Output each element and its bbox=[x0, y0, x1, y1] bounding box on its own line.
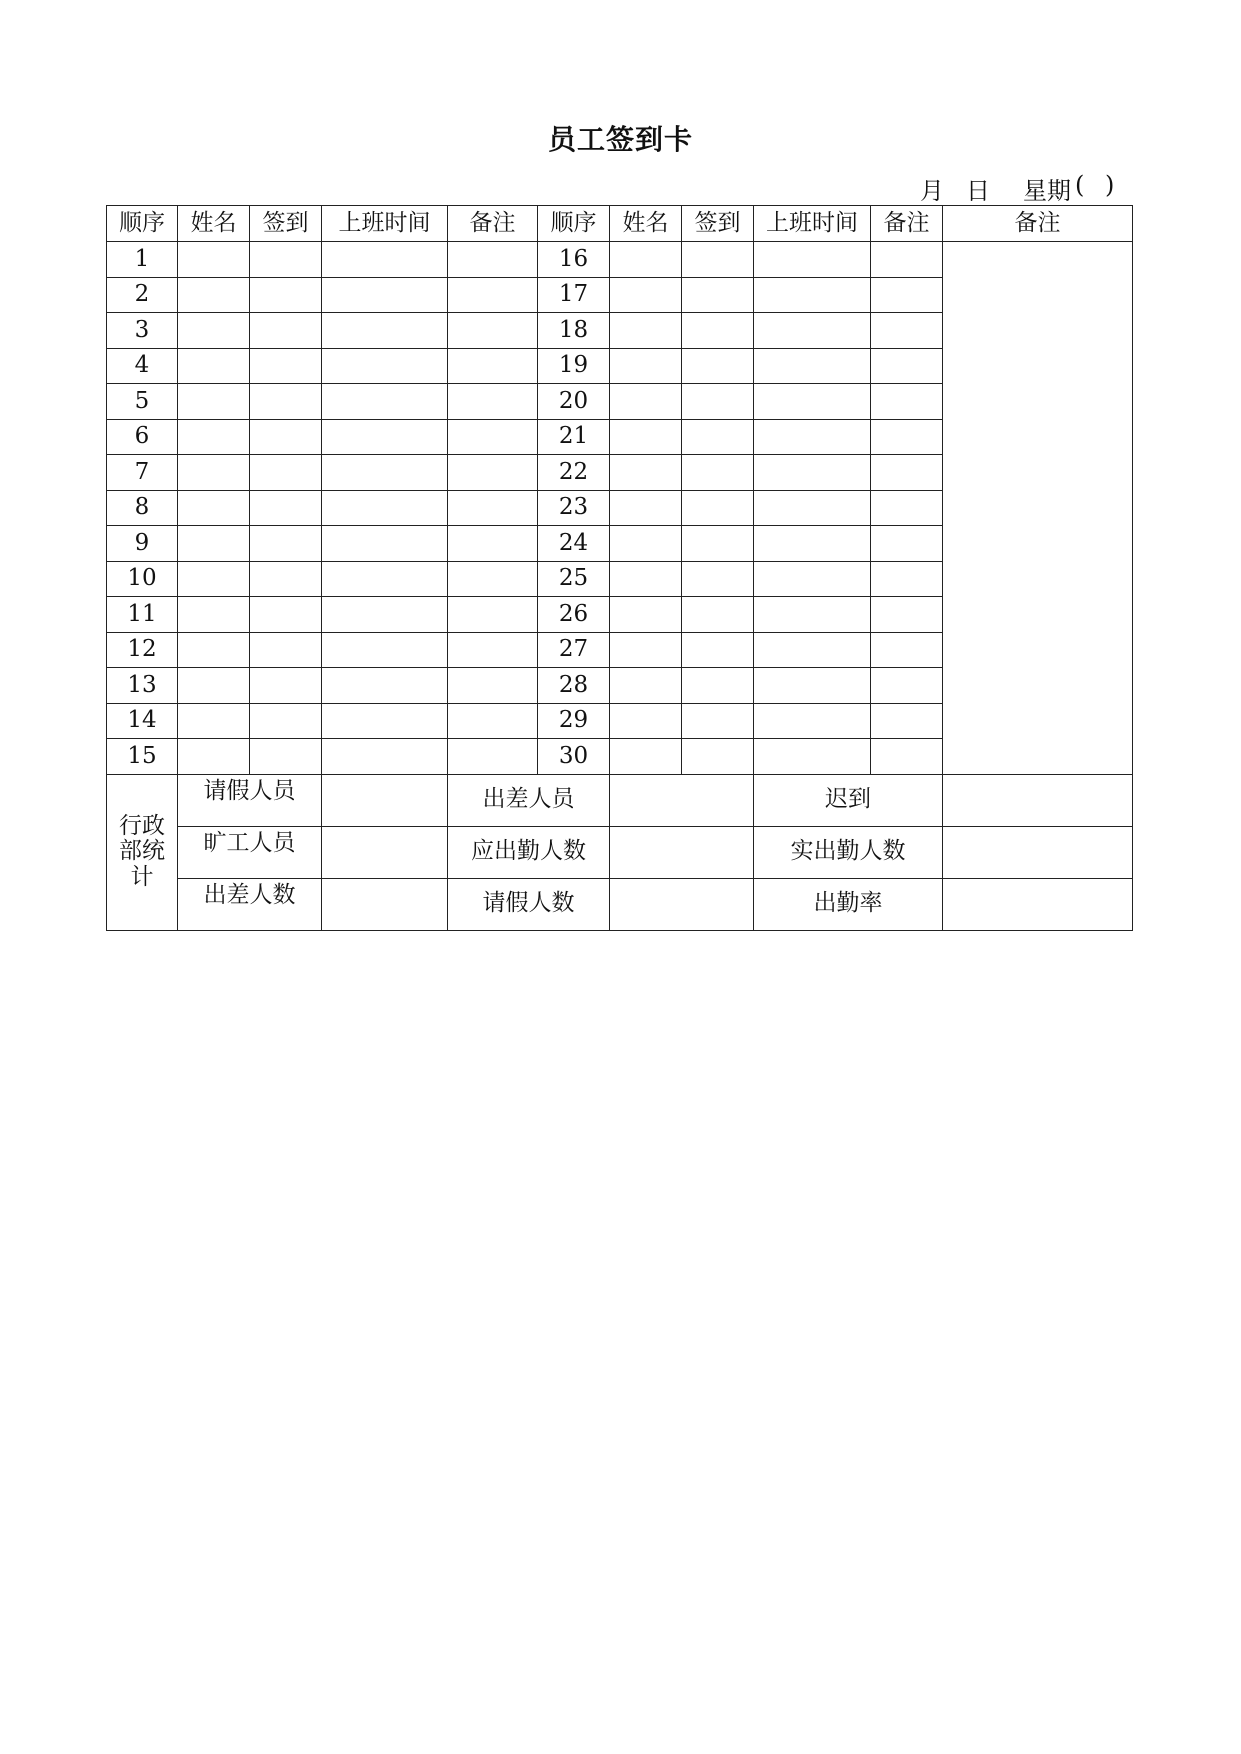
remark-cell[interactable] bbox=[871, 526, 943, 562]
name-cell[interactable] bbox=[178, 384, 250, 420]
admin-stats-label-line: 行政 bbox=[119, 813, 165, 840]
header-cell: 上班时间 bbox=[322, 206, 448, 242]
signin-cell[interactable] bbox=[682, 632, 754, 668]
name-cell[interactable] bbox=[610, 597, 682, 633]
name-cell[interactable] bbox=[610, 739, 682, 775]
row-number-left: 1 bbox=[107, 242, 178, 278]
name-cell[interactable] bbox=[178, 277, 250, 313]
work-time-cell[interactable] bbox=[754, 242, 871, 278]
remark-cell[interactable] bbox=[448, 526, 538, 562]
signin-cell[interactable] bbox=[682, 703, 754, 739]
remark-cell[interactable] bbox=[871, 597, 943, 633]
row-number-left: 9 bbox=[107, 526, 178, 562]
row-number-left: 2 bbox=[107, 277, 178, 313]
name-cell[interactable] bbox=[178, 526, 250, 562]
remark-cell[interactable] bbox=[871, 632, 943, 668]
work-time-cell[interactable] bbox=[322, 384, 448, 420]
row-number-right: 26 bbox=[538, 597, 610, 633]
signin-cell[interactable] bbox=[250, 668, 322, 704]
row-number-left: 12 bbox=[107, 632, 178, 668]
remark-cell[interactable] bbox=[448, 313, 538, 349]
signin-cell[interactable] bbox=[682, 419, 754, 455]
remark-cell[interactable] bbox=[448, 632, 538, 668]
row-number-right: 29 bbox=[538, 703, 610, 739]
stats-label: 迟到 bbox=[754, 774, 943, 826]
work-time-cell[interactable] bbox=[322, 313, 448, 349]
remark-cell[interactable] bbox=[448, 668, 538, 704]
stats-value-cell[interactable] bbox=[943, 774, 1133, 826]
remark-cell[interactable] bbox=[448, 597, 538, 633]
remark-cell[interactable] bbox=[448, 561, 538, 597]
stats-value-cell[interactable] bbox=[610, 774, 754, 826]
row-number-right: 23 bbox=[538, 490, 610, 526]
remark-cell[interactable] bbox=[448, 739, 538, 775]
stats-value-cell[interactable] bbox=[943, 826, 1133, 878]
name-cell[interactable] bbox=[610, 277, 682, 313]
page-title: 员工签到卡 bbox=[547, 123, 693, 156]
row-number-right: 16 bbox=[538, 242, 610, 278]
weekday-label: 星期 bbox=[1023, 177, 1071, 205]
remark-cell[interactable] bbox=[448, 348, 538, 384]
work-time-cell[interactable] bbox=[754, 348, 871, 384]
work-time-cell[interactable] bbox=[754, 739, 871, 775]
row-number-left: 15 bbox=[107, 739, 178, 775]
stats-row bbox=[107, 878, 1133, 930]
row-number-right: 22 bbox=[538, 455, 610, 491]
remark-cell[interactable] bbox=[871, 668, 943, 704]
row-number-right: 30 bbox=[538, 739, 610, 775]
row-number-right: 21 bbox=[538, 419, 610, 455]
signin-cell[interactable] bbox=[682, 597, 754, 633]
header-row bbox=[107, 206, 1133, 242]
signin-cell[interactable] bbox=[250, 384, 322, 420]
header-cell: 顺序 bbox=[107, 206, 178, 242]
work-time-cell[interactable] bbox=[322, 561, 448, 597]
stats-row bbox=[107, 826, 1133, 878]
table-row bbox=[107, 242, 1133, 278]
stats-label: 出勤率 bbox=[754, 878, 943, 930]
remark-cell[interactable] bbox=[871, 561, 943, 597]
signin-cell[interactable] bbox=[682, 739, 754, 775]
admin-stats-label-line: 计 bbox=[130, 863, 154, 890]
work-time-cell[interactable] bbox=[322, 242, 448, 278]
remark-cell[interactable] bbox=[871, 384, 943, 420]
row-number-left: 7 bbox=[107, 455, 178, 491]
name-cell[interactable] bbox=[610, 242, 682, 278]
remark-cell[interactable] bbox=[871, 455, 943, 491]
signin-cell[interactable] bbox=[682, 384, 754, 420]
row-number-right: 24 bbox=[538, 526, 610, 562]
remark-cell[interactable] bbox=[871, 739, 943, 775]
name-cell[interactable] bbox=[178, 455, 250, 491]
row-number-left: 10 bbox=[107, 561, 178, 597]
admin-stats-label-line: 部统 bbox=[119, 838, 165, 865]
name-cell[interactable] bbox=[178, 739, 250, 775]
work-time-cell[interactable] bbox=[754, 526, 871, 562]
signin-cell[interactable] bbox=[682, 348, 754, 384]
work-time-cell[interactable] bbox=[754, 632, 871, 668]
remark-cell[interactable] bbox=[871, 419, 943, 455]
row-number-left: 5 bbox=[107, 384, 178, 420]
stats-value-cell[interactable] bbox=[322, 878, 448, 930]
remark-cell[interactable] bbox=[871, 490, 943, 526]
row-number-left: 6 bbox=[107, 419, 178, 455]
signin-cell[interactable] bbox=[250, 277, 322, 313]
header-cell: 姓名 bbox=[178, 206, 250, 242]
signin-cell[interactable] bbox=[250, 561, 322, 597]
remark-cell[interactable] bbox=[448, 703, 538, 739]
row-number-right: 17 bbox=[538, 277, 610, 313]
row-number-right: 20 bbox=[538, 384, 610, 420]
row-number-left: 14 bbox=[107, 703, 178, 739]
row-number-right: 18 bbox=[538, 313, 610, 349]
work-time-cell[interactable] bbox=[754, 455, 871, 491]
stats-label: 出差人员 bbox=[448, 774, 610, 826]
work-time-cell[interactable] bbox=[322, 419, 448, 455]
signin-cell[interactable] bbox=[250, 313, 322, 349]
row-number-right: 28 bbox=[538, 668, 610, 704]
remark-cell[interactable] bbox=[871, 277, 943, 313]
remark-cell[interactable] bbox=[448, 277, 538, 313]
work-time-cell[interactable] bbox=[322, 632, 448, 668]
stats-label: 请假人数 bbox=[448, 878, 610, 930]
row-number-right: 27 bbox=[538, 632, 610, 668]
header-cell: 备注 bbox=[943, 206, 1133, 242]
signin-cell[interactable] bbox=[250, 419, 322, 455]
admin-stats-label bbox=[107, 774, 178, 930]
signin-cell[interactable] bbox=[682, 526, 754, 562]
name-cell[interactable] bbox=[610, 632, 682, 668]
signin-cell[interactable] bbox=[682, 561, 754, 597]
name-cell[interactable] bbox=[610, 490, 682, 526]
work-time-cell[interactable] bbox=[754, 490, 871, 526]
work-time-cell[interactable] bbox=[322, 739, 448, 775]
stats-label: 出差人数 bbox=[178, 878, 322, 930]
remark-cell[interactable] bbox=[448, 384, 538, 420]
row-number-right: 19 bbox=[538, 348, 610, 384]
row-number-left: 11 bbox=[107, 597, 178, 633]
signin-cell[interactable] bbox=[250, 632, 322, 668]
row-number-right: 25 bbox=[538, 561, 610, 597]
signin-cell[interactable] bbox=[250, 490, 322, 526]
name-cell[interactable] bbox=[178, 632, 250, 668]
header-cell: 上班时间 bbox=[754, 206, 871, 242]
weekday-paren-close: ) bbox=[1105, 171, 1115, 199]
name-cell[interactable] bbox=[610, 703, 682, 739]
signin-cell[interactable] bbox=[682, 242, 754, 278]
signin-cell[interactable] bbox=[250, 597, 322, 633]
header-cell: 签到 bbox=[250, 206, 322, 242]
work-time-cell[interactable] bbox=[322, 277, 448, 313]
attendance-table bbox=[106, 205, 1133, 931]
work-time-cell[interactable] bbox=[322, 455, 448, 491]
signin-cell[interactable] bbox=[250, 455, 322, 491]
remark-cell[interactable] bbox=[448, 490, 538, 526]
work-time-cell[interactable] bbox=[754, 703, 871, 739]
work-time-cell[interactable] bbox=[322, 703, 448, 739]
remark-cell[interactable] bbox=[871, 242, 943, 278]
name-cell[interactable] bbox=[610, 348, 682, 384]
remark-cell[interactable] bbox=[448, 455, 538, 491]
signin-cell[interactable] bbox=[250, 526, 322, 562]
work-time-cell[interactable] bbox=[754, 277, 871, 313]
header-cell: 备注 bbox=[448, 206, 538, 242]
header-cell: 签到 bbox=[682, 206, 754, 242]
remark-cell[interactable] bbox=[871, 703, 943, 739]
remark-cell[interactable] bbox=[448, 419, 538, 455]
signin-cell[interactable] bbox=[250, 739, 322, 775]
header-cell: 备注 bbox=[871, 206, 943, 242]
work-time-cell[interactable] bbox=[754, 597, 871, 633]
stats-value-cell[interactable] bbox=[943, 878, 1133, 930]
name-cell[interactable] bbox=[610, 668, 682, 704]
stats-value-cell[interactable] bbox=[322, 826, 448, 878]
name-cell[interactable] bbox=[178, 419, 250, 455]
month-label: 月 bbox=[920, 177, 944, 205]
remark-cell[interactable] bbox=[871, 313, 943, 349]
work-time-cell[interactable] bbox=[754, 668, 871, 704]
signin-cell[interactable] bbox=[250, 348, 322, 384]
name-cell[interactable] bbox=[610, 313, 682, 349]
remarks-column-cell[interactable] bbox=[943, 242, 1133, 775]
name-cell[interactable] bbox=[178, 348, 250, 384]
row-number-left: 8 bbox=[107, 490, 178, 526]
name-cell[interactable] bbox=[178, 703, 250, 739]
header-cell: 顺序 bbox=[538, 206, 610, 242]
signin-cell[interactable] bbox=[682, 313, 754, 349]
work-time-cell[interactable] bbox=[322, 597, 448, 633]
work-time-cell[interactable] bbox=[322, 668, 448, 704]
name-cell[interactable] bbox=[178, 561, 250, 597]
name-cell[interactable] bbox=[610, 419, 682, 455]
name-cell[interactable] bbox=[178, 668, 250, 704]
remark-cell[interactable] bbox=[448, 242, 538, 278]
stats-value-cell[interactable] bbox=[322, 774, 448, 826]
signin-cell[interactable] bbox=[682, 668, 754, 704]
name-cell[interactable] bbox=[178, 490, 250, 526]
work-time-cell[interactable] bbox=[754, 313, 871, 349]
stats-label: 旷工人员 bbox=[178, 826, 322, 878]
stats-label: 请假人员 bbox=[178, 774, 322, 826]
remark-cell[interactable] bbox=[871, 348, 943, 384]
weekday-paren-open: ( bbox=[1075, 171, 1085, 199]
work-time-cell[interactable] bbox=[754, 561, 871, 597]
signin-cell[interactable] bbox=[682, 490, 754, 526]
header-cell: 姓名 bbox=[610, 206, 682, 242]
name-cell[interactable] bbox=[178, 597, 250, 633]
name-cell[interactable] bbox=[610, 455, 682, 491]
row-number-left: 4 bbox=[107, 348, 178, 384]
stats-value-cell[interactable] bbox=[610, 826, 754, 878]
work-time-cell[interactable] bbox=[322, 490, 448, 526]
name-cell[interactable] bbox=[610, 384, 682, 420]
signin-cell[interactable] bbox=[682, 455, 754, 491]
work-time-cell[interactable] bbox=[754, 384, 871, 420]
name-cell[interactable] bbox=[610, 526, 682, 562]
signin-cell[interactable] bbox=[250, 242, 322, 278]
stats-label: 实出勤人数 bbox=[754, 826, 943, 878]
stats-value-cell[interactable] bbox=[610, 878, 754, 930]
row-number-left: 13 bbox=[107, 668, 178, 704]
date-line bbox=[920, 171, 1130, 205]
work-time-cell[interactable] bbox=[322, 526, 448, 562]
name-cell[interactable] bbox=[178, 313, 250, 349]
work-time-cell[interactable] bbox=[754, 419, 871, 455]
row-number-left: 3 bbox=[107, 313, 178, 349]
work-time-cell[interactable] bbox=[322, 348, 448, 384]
name-cell[interactable] bbox=[610, 561, 682, 597]
day-label: 日 bbox=[966, 177, 990, 205]
signin-cell[interactable] bbox=[682, 277, 754, 313]
name-cell[interactable] bbox=[178, 242, 250, 278]
stats-label: 应出勤人数 bbox=[448, 826, 610, 878]
signin-cell[interactable] bbox=[250, 703, 322, 739]
stats-row bbox=[107, 774, 1133, 826]
